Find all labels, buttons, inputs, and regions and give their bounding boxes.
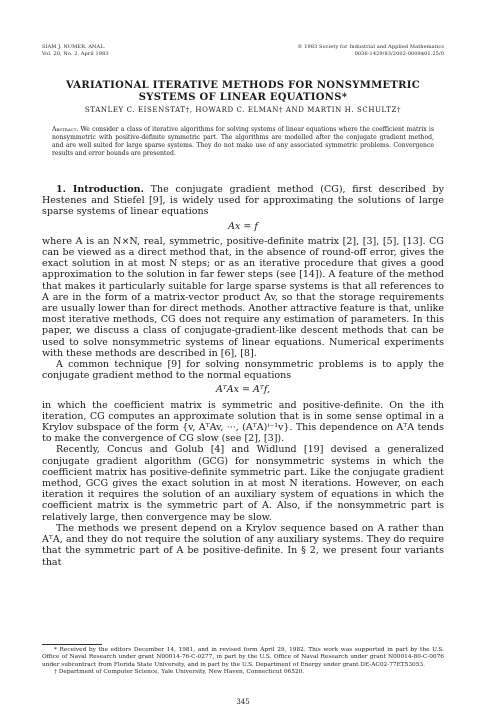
page-number: 345 [236,698,250,706]
paragraph: A common technique [9] for solving nonsymmetric problems is to apply the conjugate gradient method to the normal equations [42,359,444,382]
paragraph-text: The conjugate gradient method (CG), first described by Hestenes and Stiefel [9], is widely used for approximating the solutions of large sparse systems of linear equations [42,184,444,218]
paragraph: in which the coefficient matrix is symmetric and positive-definite. On the ith iteration, CG computes an approximate solution that is in some sense optimal in a Krylov subspace of the form {v, AᵀAv, ···, (AᵀA)ⁱ⁻¹v}. This dependence on AᵀA tends to make the convergence of CG slow (see [2], [3]). [42,399,444,445]
title-line-1: VARIATIONAL ITERATIVE METHODS FOR NONSYMMETRIC [66,80,420,91]
abstract-text: We consider a class of iterative algorithms for solving systems of linear equations where the coefficient matrix is nonsymmetric with positive-definite symmetric part. The algorithms are modelled after the conjugate gradient method, and are well suited for large sparse systems. They do not make use of any associated symmetric problems. Convergence results and error bounds are presented. [52,126,434,158]
paragraph: where A is an N×N, real, symmetric, positive-definite matrix [2], [3], [5], [13]. CG can be viewed as a direct method that, in the absence of round-off error, gives the exact solution in at most N steps; or as an iterative procedure that gives a good approximation to the solution in far fewer steps (see [14]). A feature of the method that makes it particularly suitable for large sparse systems is that all references to A are in the form of a matrix-vector product Av, so that the storage requirements are usually lower than for direct methods. Another attractive feature is that, unlike most iterative methods, CG does not require any estimation of parameters. In this paper, we discuss a class of conjugate-gradient-like descent methods that can be used to solve nonsymmetric systems of linear equations. Numerical experiments with these methods are described in [6], [8]. [42,235,444,359]
paragraph: Recently, Concus and Golub [4] and Widlund [19] devised a generalized conjugate gradient algorithm (GCG) for nonsymmetric systems in which the coefficient matrix has positive-definite symmetric part. Like the conjugate gradient method, GCG gives the exact solution in at most N iterations. However, on each iteration it requires the solution of an auxiliary system of equations in which the coefficient matrix is the symmetric part of A. Also, if the nonsymmetric part is relatively large, then convergence may be slow. [42,444,444,523]
footnote: † Department of Computer Science, Yale University, New Haven, Connecticut 06520. [54,669,305,676]
footnote: * Received by the editors December 14, 1981, and in revised form April 29, 1982. This work was supported in part by the U.S. Office of Naval Research under grant N00014-76-C-0277, in part by the U.S. Office of Naval Research under grant N00014-80-C-0076 under subcontract from Florida State University, and in part by the U.S. Department of Energy under grant DE-AC02-77ET53053. [42,647,444,668]
journal-header [42,44,109,58]
paragraph [42,184,444,218]
footnotes [42,644,444,677]
copyright-header [297,44,444,58]
title-line-2: SYSTEMS OF LINEAR EQUATIONS* [138,92,348,103]
journal-volume: Vol. 20, No. 2, April 1983 [42,51,109,57]
abstract-label: Abstract. [52,126,79,133]
footnote-rule [42,644,102,645]
paper-title [42,80,444,104]
copyright-line: © 1983 Society for Industrial and Applied Mathematics [297,44,444,50]
abstract [52,126,434,158]
section-heading: 1. Introduction. [56,184,144,195]
equation: Ax = f [228,220,258,232]
journal-name: SIAM J. NUMER. ANAL. [42,44,106,50]
issn-line: 0036-1429/83/2002-0009$01.25/0 [354,51,444,57]
section-introduction [42,184,444,568]
equation: AᵀAx = Aᵀf, [215,384,271,396]
authors: STANLEY C. EISENSTAT†, HOWARD C. ELMAN† AND MARTIN H. SCHULTZ† [84,106,402,114]
paragraph: The methods we present depend on a Krylov sequence based on A rather than AᵀA, and they do not require the solution of any auxiliary systems. They do require that the symmetric part of A be positive-definite. In § 2, we present four variants that [42,522,444,568]
